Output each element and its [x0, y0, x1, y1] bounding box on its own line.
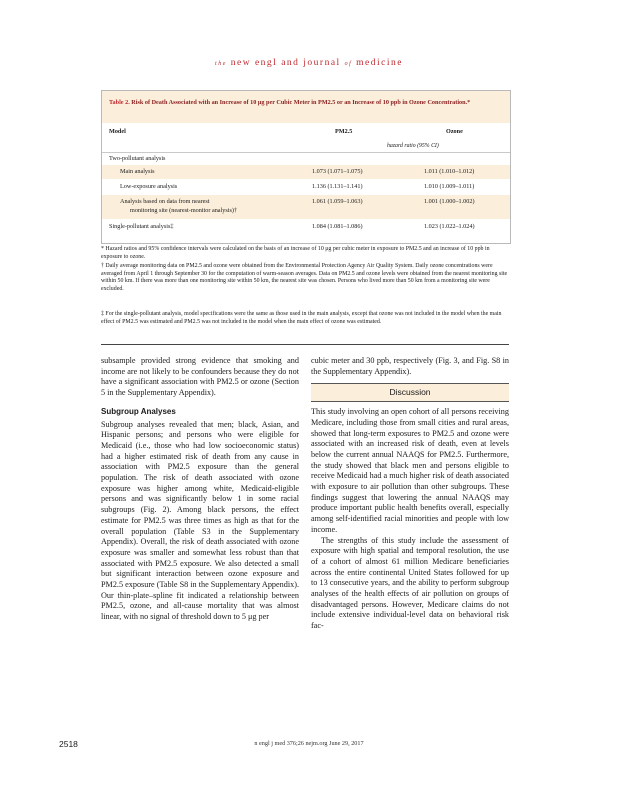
table-label: Table 2. [109, 99, 130, 106]
cell-ozone: 1.001 (1.000–1.002) [424, 198, 475, 205]
header-rule [102, 152, 510, 153]
paragraph: Subgroup analyses revealed that men; black, Asian, and Hispanic persons; and persons who were eligible for Medicaid (i.e., those who had low socioeconomic status) had a higher estimated risk of death from any cause in association with PM2.5 exposure than the general population. The risk of death associated with ozone exposure was higher among white, Medicaid-eligible persons and was significantly below 1 in some racial subgroups (Fig. 2). Among black persons, the effect estimate for PM2.5 was three times as high as that for the overall population (Table S3 in the Supplementary Appendix). Overall, the risk of death associated with ozone exposure was smaller and somewhat less robust than that associated with PM2.5 exposure. We also detected a small but significant interaction between ozone exposure and PM2.5 exposure (Table S8 in the Supplementary Appendix). Our thin-plate–spline fit indicated a relationship between PM2.5, ozone, and all-cause mortality that was almost linear, with no signal of threshold down to 5 μg per [101, 419, 299, 622]
row-group-label: Two-pollutant analysis [109, 155, 166, 162]
table-bottom-rule [101, 344, 509, 345]
column-subheader: hazard ratio (95% CI) [387, 143, 439, 149]
journal-name: new engl and journal [230, 58, 341, 68]
paragraph: cubic meter and 30 ppb, respectively (Fig. 3, and Fig. S8 in the Supplementary Appendix). [311, 356, 509, 376]
journal-suffix: medicine [356, 58, 403, 68]
column-header-pm25: PM2.5 [335, 128, 353, 135]
right-column [311, 356, 509, 632]
footnote-star: * Hazard ratios and 95% confidence intervals were calculated on the basis of an increase of 10 μg per cubic meter in exposure to PM2.5 and an increase of 10 ppb in exposure to ozone. [101, 246, 490, 260]
table-title-bar [102, 91, 510, 123]
column-header-model: Model [109, 128, 126, 135]
running-footer: n engl j med 376;26 nejm.org June 29, 2017 [254, 740, 364, 747]
cell-ozone: 1.010 (1.009–1.011) [424, 183, 475, 190]
column-header-ozone: Ozone [446, 128, 463, 135]
page-number: 2518 [59, 739, 78, 749]
paragraph: subsample provided strong evidence that smoking and income are not likely to be confounders because they do not have a significant association with PM2.5 or ozone (Section 5 in the Supplementary Appendix). [101, 356, 299, 398]
section-title: Discussion [311, 383, 509, 402]
journal-header [0, 58, 618, 68]
paragraph: The strengths of this study include the assessment of exposure with high spatial and temporal resolution, the use of a cohort of almost 61 million Medicare beneficiaries across the entire continental United States followed for up to 13 consecutive years, and the ability to perform subgroup analyses of the health effects of air pollution on groups of disadvantaged persons. However, Medicare claims do not include extensive individual-level data on behavioral risk fac- [311, 535, 509, 631]
cell-ozone: 1.023 (1.022–1.024) [424, 223, 475, 230]
cell-pm25: 1.061 (1.059–1.063) [312, 198, 363, 205]
footnote-dagger: † Daily average monitoring data on PM2.5 and ozone were obtained from the Environmental Protection Agency Air Quality System. Daily ozone concentrations were averaged from April 1 through September 30 for the computation of warm-season averages. Data on PM2.5 and ozone levels were obtained from the nearest monitoring site within 50 km. If there was more than one monitoring site within 50 km, the nearest site was chosen. Persons who lived more than 50 km from a monitoring site were excluded. [101, 263, 508, 292]
cell-pm25: 1.084 (1.081–1.086) [312, 223, 363, 230]
journal-of: of [344, 61, 353, 67]
table-caption: Risk of Death Associated with an Increase of 10 μg per Cubic Meter in PM2.5 or an Increase of 10 ppb in Ozone Concentration.* [131, 99, 471, 106]
row-label: Main analysis [120, 168, 155, 175]
row-label: Low-exposure analysis [120, 183, 178, 190]
left-column [101, 356, 299, 623]
journal-prefix: the [215, 61, 227, 67]
section-heading: Subgroup Analyses [101, 406, 176, 416]
table-title [109, 98, 504, 107]
row-label: Single-pollutant analysis‡ [109, 223, 174, 230]
table-2 [101, 90, 511, 244]
row-label: Analysis based on data from nearest [120, 198, 210, 205]
paragraph: This study involving an open cohort of all persons receiving Medicare, including those from small cities and rural areas, showed that long-term exposures to PM2.5 and ozone were associated with an increased risk of death, even at levels below the current annual NAAQS for PM2.5. Furthermore, the study showed that black men and persons eligible to receive Medicaid had a much higher risk of death associated with exposure to air pollution than other subgroups. These findings suggest that lowering the annual NAAQS may produce important public health benefits overall, especially among self-identified racial minorities and people with low income. [311, 407, 510, 534]
cell-pm25: 1.136 (1.131–1.141) [312, 183, 363, 190]
row-label-continued: monitoring site (nearest-monitor analysis)† [130, 207, 238, 214]
footnote-double-dagger: ‡ For the single-pollutant analysis, model specifications were the same as those used in the main analysis, except that ozone was not included in the model when the main effect of PM2.5 was estimated and PM2.5 was not included in the model when the main effect of ozone was estimated. [101, 311, 502, 325]
cell-ozone: 1.011 (1.010–1.012) [424, 168, 475, 175]
cell-pm25: 1.073 (1.071–1.075) [312, 168, 363, 175]
